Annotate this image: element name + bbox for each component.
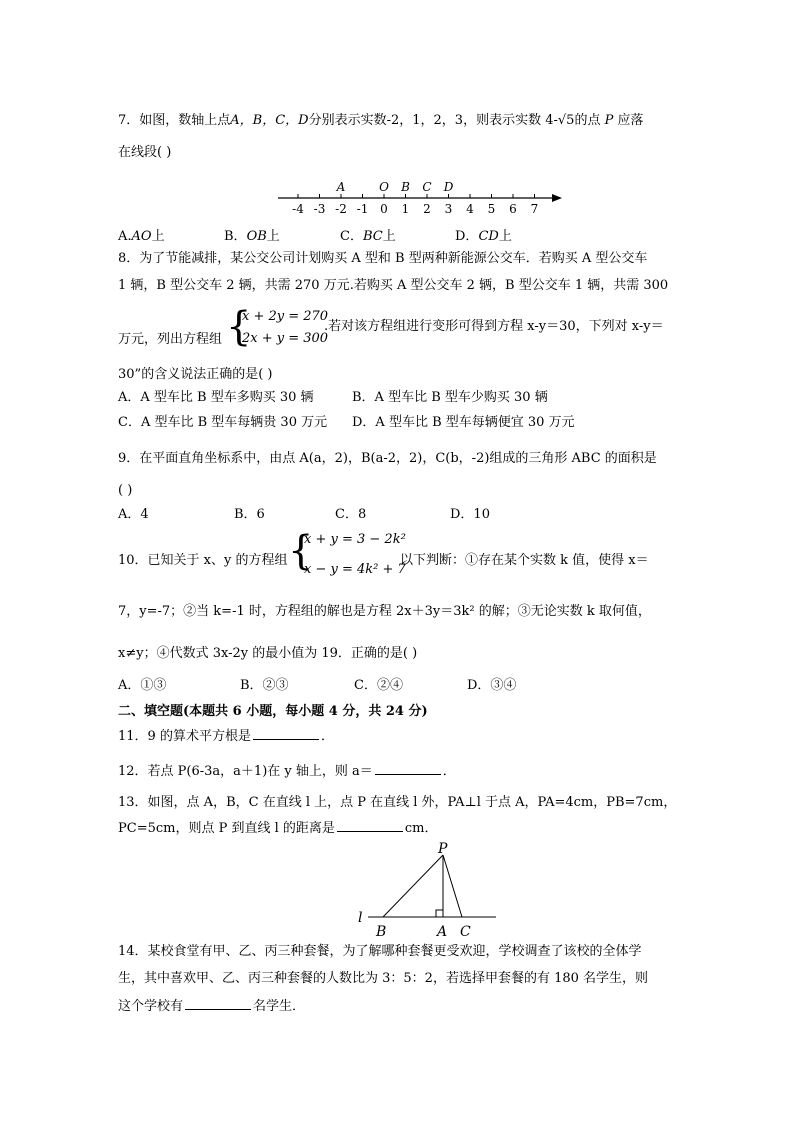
label-b: B (376, 924, 387, 940)
label-p: P (438, 841, 448, 857)
q9-option-a[interactable]: A．4 (118, 507, 149, 522)
q10-line3: x≠y；④代数式 3x-2y 的最小值为 19．正确的是( ) (118, 646, 418, 661)
q7-line1: 7．如图，数轴上点A，B，C，D分别表示实数-2，1，2，3，则表示实数 4-√5的点 P 应落 (118, 113, 644, 128)
axis-point-label: A (336, 180, 346, 194)
number-line-figure (270, 178, 570, 220)
q8-line3b: .若对该方程组进行变形可得到方程 x-y＝30，下列对 x-y＝ (324, 319, 664, 334)
label-l: l (358, 910, 363, 926)
q8-eq1: x + 2y = 270 (242, 309, 329, 324)
section-heading: 二、填空题(本题共 6 小题，每小题 4 分，共 24 分) (118, 704, 428, 719)
q8-eq2: 2x + y = 300 (242, 331, 329, 346)
q10-line1b: 以下判断：①存在某个实数 k 值，使得 x＝ (400, 553, 649, 568)
segment-pb (383, 855, 443, 917)
q14-line2: 生，其中喜欢甲、乙、丙三种套餐的人数比为 3：5：2，若选择甲套餐的有 180 名学生，则 (118, 971, 649, 986)
answer-blank[interactable] (185, 997, 251, 1010)
label-c: C (460, 924, 471, 940)
axis-tick-label: -4 (292, 202, 304, 216)
q9-option-d[interactable]: D．10 (450, 507, 490, 522)
segment-pc (443, 855, 462, 917)
q8-line2: 1 辆，B 型公交车 2 辆，共需 270 万元.若购买 A 型公交车 2 辆，B 型公交车 1 辆，共需 300 (118, 278, 669, 293)
q8-option-c[interactable]: C．A 型车比 B 型车每辆贵 30 万元 (118, 415, 328, 430)
q10-option-b[interactable]: B．②③ (240, 678, 289, 693)
label-a: A (437, 924, 448, 940)
brace-icon: { (226, 304, 252, 350)
arrow-head-icon (552, 194, 562, 202)
q13-line1: 13．如图，点 A，B，C 在直线 l 上，点 P 在直线 l 外，PA⊥l 于点 A，PA=4cm，PB=7cm， (118, 795, 677, 810)
q12: 12．若点 P(6-3a，a＋1)在 y 轴上，则 a＝ ． (118, 764, 456, 779)
axis-tick-label: 7 (530, 202, 539, 216)
q10-line2: 7，y=-7；②当 k=-1 时，方程组的解也是方程 2x＋3y＝3k² 的解；③无论实数 k 取何值， (118, 604, 651, 619)
geometry-figure (350, 840, 510, 942)
axis-tick-label: 6 (509, 202, 517, 216)
q13-line2: PC=5cm，则点 P 到直线 l 的距离是 cm． (118, 821, 438, 836)
q8-line4: 30”的含义说法正确的是( ) (118, 367, 273, 382)
q7-line2: 在线段( ) (118, 145, 172, 160)
axis-tick-label: 4 (466, 202, 474, 216)
q10-option-c[interactable]: C．②④ (354, 678, 403, 693)
axis-tick-label: 0 (380, 202, 388, 216)
brace-icon: { (288, 528, 314, 574)
q9-option-c[interactable]: C．8 (335, 507, 367, 522)
q14-line3: 这个学校有 名学生． (118, 999, 306, 1014)
axis-point-label: O (379, 180, 389, 194)
q7-option-a[interactable]: A.AO上 (118, 229, 165, 244)
axis-tick-label: -2 (335, 202, 347, 216)
q10-line1a: 10．已知关于 x、y 的方程组 (118, 553, 288, 568)
axis-tick-label: 5 (487, 202, 496, 216)
q9-option-b[interactable]: B．6 (234, 507, 265, 522)
q10-option-d[interactable]: D．③④ (467, 678, 517, 693)
q11: 11．9 的算术平方根是 ． (118, 729, 334, 744)
axis-tick-label: 2 (423, 202, 431, 216)
q14-line1: 14．某校食堂有甲、乙、丙三种套餐，为了解哪种套餐更受欢迎，学校调查了该校的全体学 (118, 944, 642, 959)
q8-option-b[interactable]: B．A 型车比 B 型车少购买 30 辆 (352, 390, 548, 405)
q9-line1: 9．在平面直角坐标系中，由点 A(a，2)，B(a-2，2)，C(b，-2)组成的三角形 ABC 的面积是 (118, 451, 657, 466)
q7-option-b[interactable]: B．OB上 (224, 229, 280, 244)
sqrt5: √5 (557, 113, 575, 128)
axis-point-label: D (443, 180, 454, 194)
answer-blank[interactable] (375, 762, 441, 775)
axis-point-label: B (401, 180, 410, 194)
q9-line2: ( ) (118, 483, 133, 498)
q8-option-a[interactable]: A．A 型车比 B 型车多购买 30 辆 (118, 390, 314, 405)
answer-blank[interactable] (337, 819, 403, 832)
q7-option-d[interactable]: D．CD上 (455, 229, 512, 244)
axis-tick-label: 1 (401, 202, 410, 216)
axis-point-label: C (422, 180, 432, 194)
answer-blank[interactable] (253, 727, 319, 740)
q10-eq2: x − y = 4k² + 7 (304, 562, 406, 577)
axis-tick-label: -3 (313, 202, 326, 216)
q7-option-c[interactable]: C．BC上 (340, 229, 396, 244)
right-angle-icon (436, 910, 443, 917)
q8-line1: 8．为了节能减排，某公交公司计划购买 A 型和 B 型两种新能源公交车．若购买 A 型公交车 (118, 251, 648, 266)
axis-tick-label: 3 (444, 202, 453, 216)
axis-tick-label: -1 (356, 202, 369, 216)
q10-eq1: x + y = 3 − 2k² (304, 532, 406, 547)
q8-option-d[interactable]: D．A 型车比 B 型车每辆便宜 30 万元 (352, 415, 575, 430)
q10-option-a[interactable]: A．①③ (118, 678, 167, 693)
q8-line3a: 万元，列出方程组 (118, 332, 223, 347)
